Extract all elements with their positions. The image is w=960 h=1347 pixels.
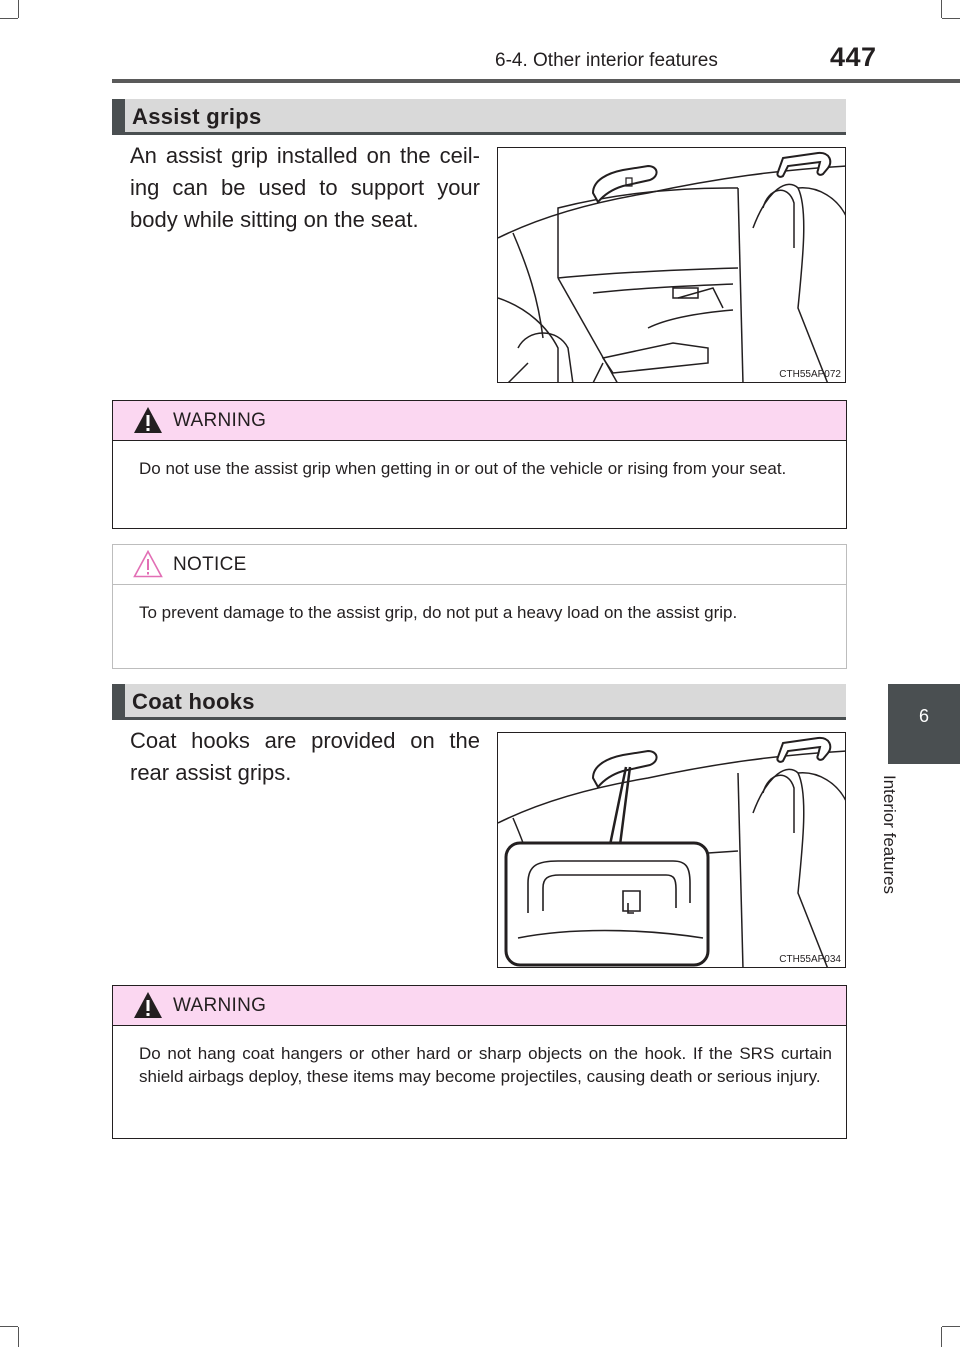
warning-box-coat-hooks <box>112 985 847 1139</box>
section-heading-text: Assist grips <box>132 104 262 129</box>
figure-code: CTH55AP072 <box>779 369 841 380</box>
crop-mark <box>18 1327 19 1347</box>
crop-mark <box>942 18 960 19</box>
notice-triangle-icon <box>133 550 163 578</box>
warning-label: WARNING <box>173 410 267 431</box>
coat-hooks-description: Coat hooks are provided on the rear assist grips. <box>130 728 480 785</box>
crop-mark <box>941 0 942 18</box>
car-interior-drawing <box>498 148 846 383</box>
notice-header <box>113 545 846 585</box>
warning-label: WARNING <box>173 995 267 1016</box>
warning-triangle-icon <box>133 991 163 1019</box>
warning-header <box>113 401 846 441</box>
warning-text: Do not hang coat hangers or other hard or sharp objects on the hook. If the SRS curtain shield airbags deploy, these items may become projectiles, causing death or serious injury. <box>139 1044 832 1086</box>
crop-mark <box>18 0 19 18</box>
header-divider <box>112 79 960 83</box>
figure-code: CTH55AP034 <box>779 954 841 965</box>
warning-text: Do not use the assist grip when getting in or out of the vehicle or rising from your seat. <box>139 459 787 478</box>
chapter-title: Interior features <box>880 775 899 895</box>
chapter-title-vertical <box>880 775 921 915</box>
assist-grips-description: An assist grip installed on the ceil-ing can be used to support your body while sitting on the seat. <box>130 143 480 232</box>
chapter-tab <box>888 684 960 764</box>
coat-hook-drawing <box>498 733 846 968</box>
crop-mark <box>0 18 18 19</box>
notice-label: NOTICE <box>173 554 247 575</box>
warning-box-assist-grip <box>112 400 847 529</box>
page-number: 447 <box>830 42 877 72</box>
crop-mark <box>941 1327 942 1347</box>
section-heading-text: Coat hooks <box>132 689 255 714</box>
crop-mark <box>0 1326 18 1327</box>
notice-text: To prevent damage to the assist grip, do not put a heavy load on the assist grip. <box>139 603 738 622</box>
assist-grip-illustration <box>497 147 846 383</box>
crop-mark <box>942 1326 960 1327</box>
header-section-title: 6-4. Other interior features <box>495 50 718 71</box>
chapter-number: 6 <box>918 706 929 726</box>
warning-header <box>113 986 846 1026</box>
warning-triangle-icon <box>133 406 163 434</box>
section-heading-assist-grips <box>112 99 846 135</box>
notice-box-assist-grip <box>112 544 847 669</box>
coat-hook-illustration <box>497 732 846 968</box>
section-heading-coat-hooks <box>112 684 846 720</box>
